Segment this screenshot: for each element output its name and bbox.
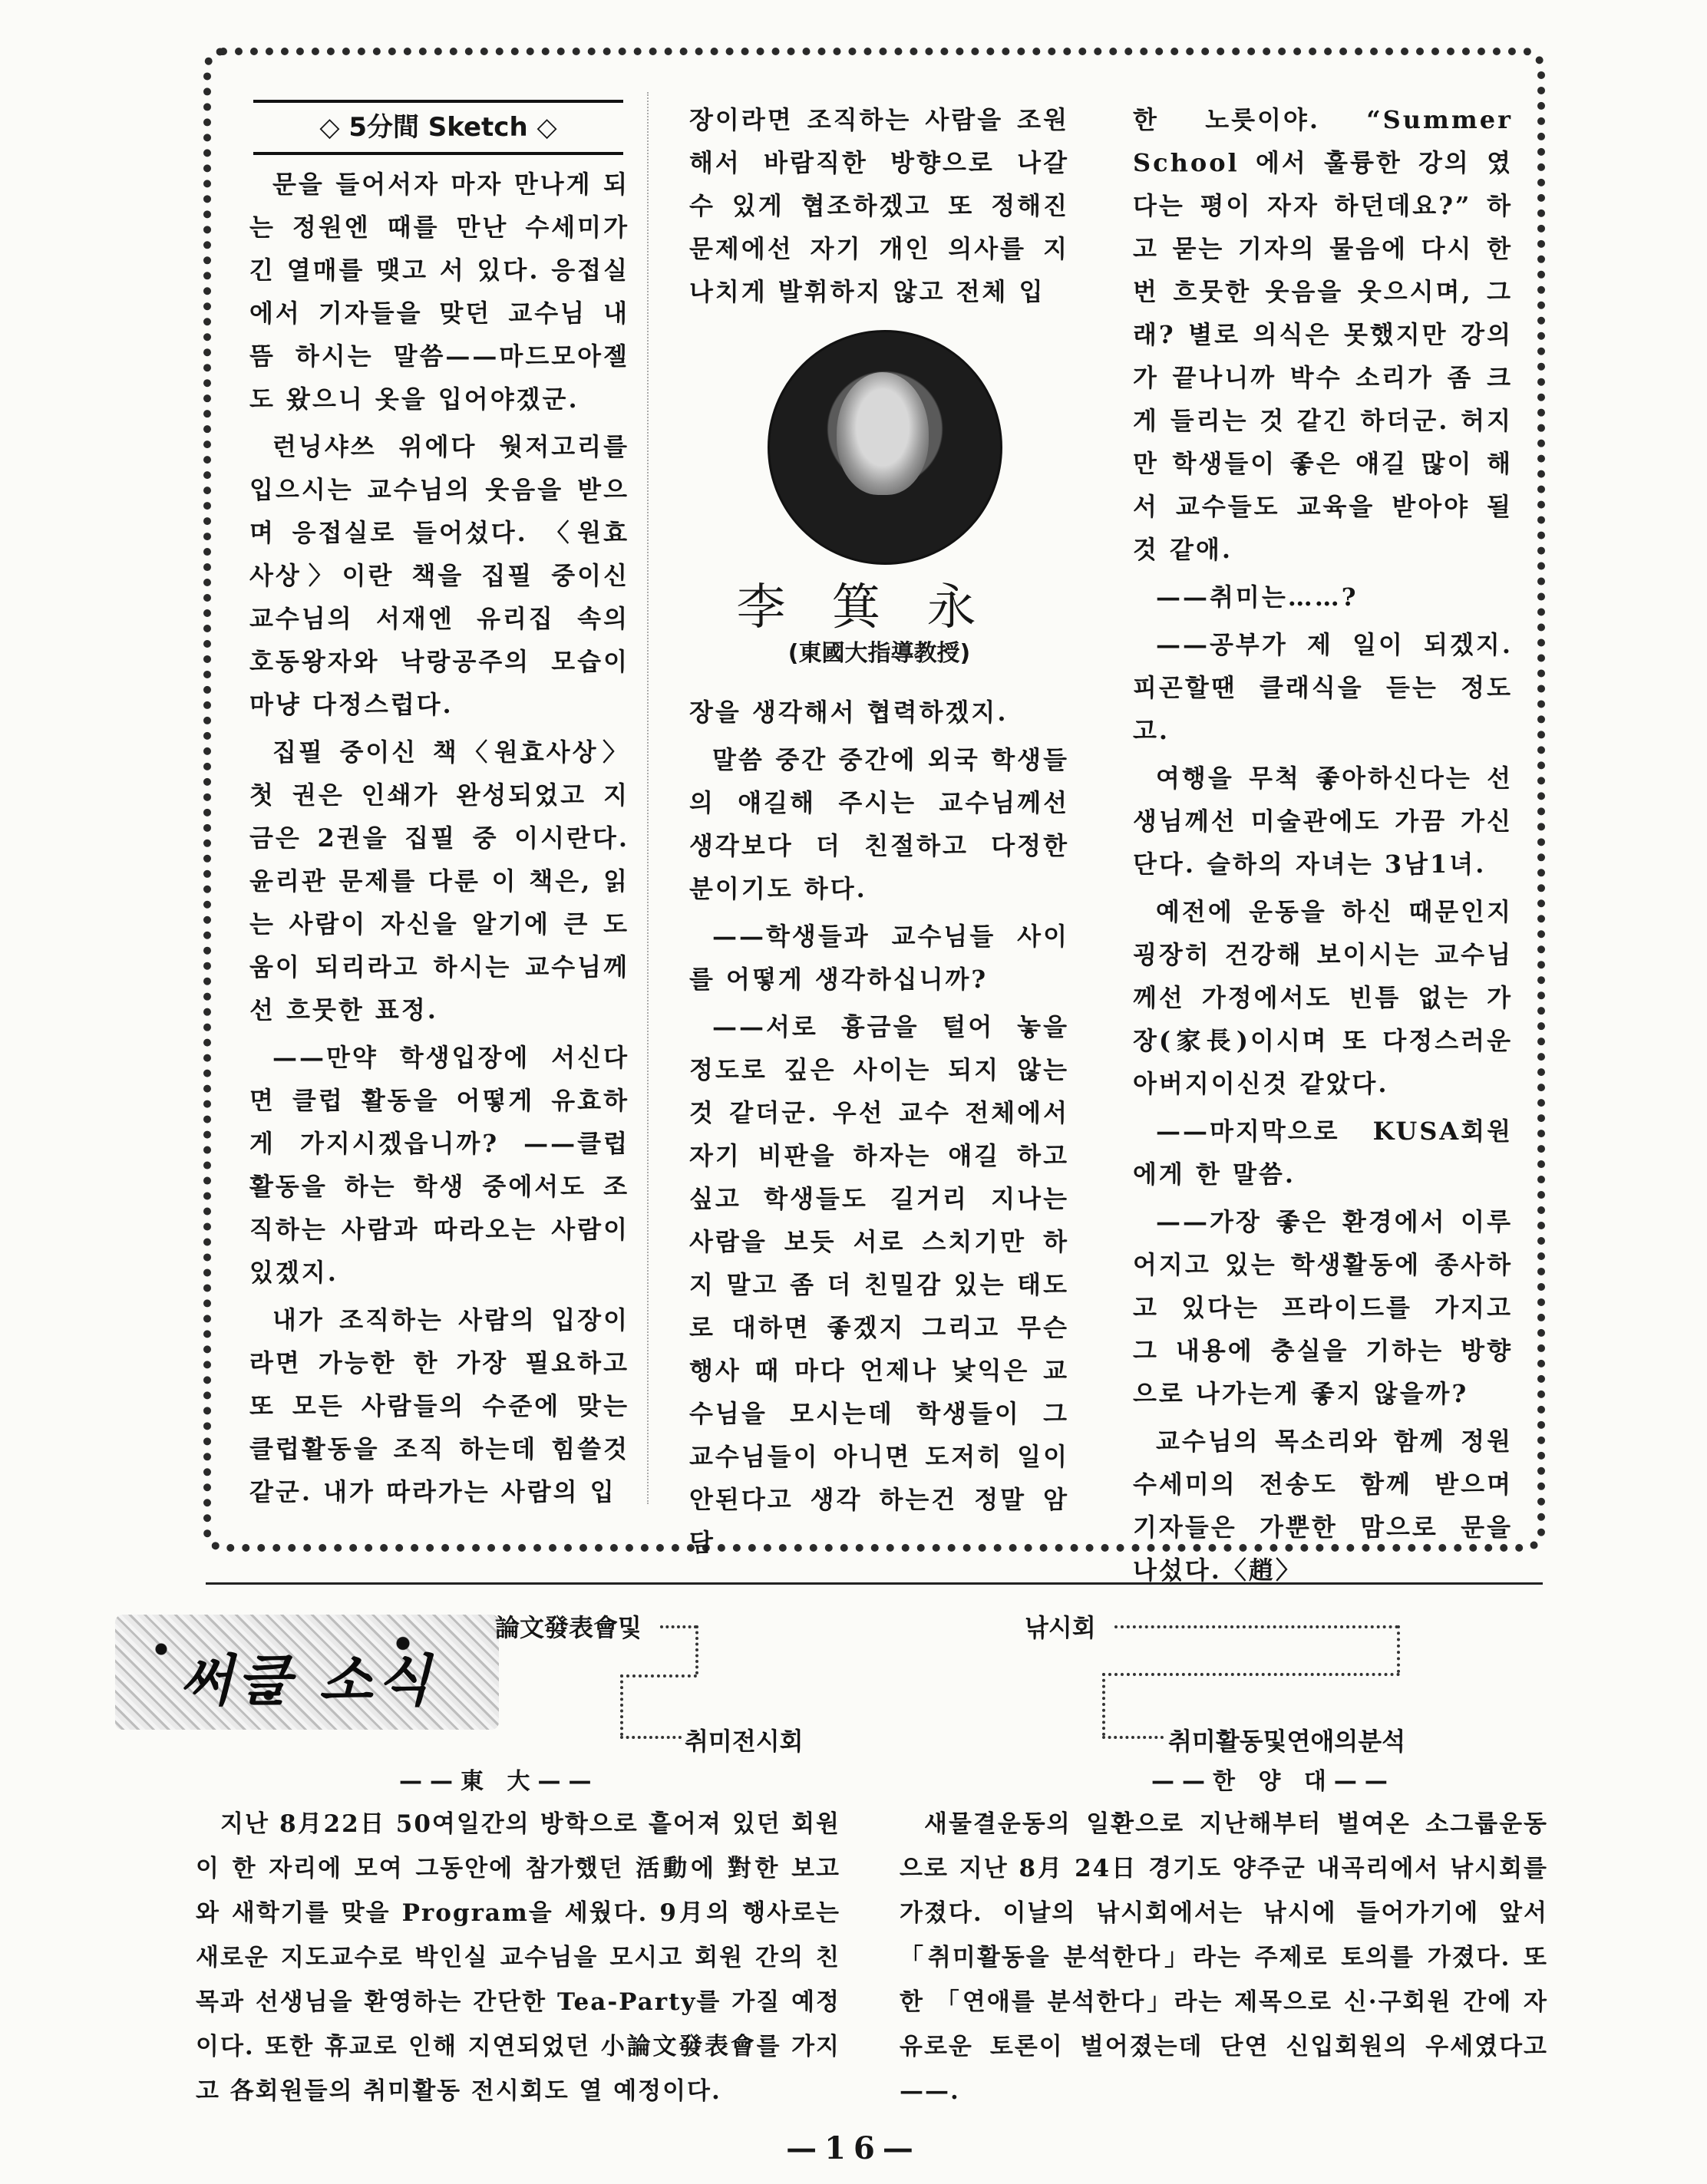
paragraph: 집필 중이신 책〈원효사상〉 첫 권은 인쇄가 완성되었고 지금은 2권을 집필 중 이시란다. 윤리관 문제를 다룬 이 책은, 읽는 사람이 자신을 알기에 큰 도움이 되리라고 하시는 교수님께선 흐뭇한 표정. <box>249 737 629 1024</box>
news-right-heading-1: 낚시회 <box>1025 1613 1096 1642</box>
leader-line <box>620 1736 682 1739</box>
interview-column-1 <box>249 163 629 1518</box>
paragraph: 예전에 운동을 하신 때문인지 굉장히 건강해 보이시는 교수님께선 가정에서도 빈틈 없는 가장(家長)이시며 또 다정스러운 아버지이신것 같았다. <box>1133 897 1513 1098</box>
interview-column-2-bottom <box>689 691 1069 1569</box>
paragraph: 장이라면 조직하는 사람을 조원해서 바람직한 방향으로 나갈 수 있게 협조하겠고 또 정해진 문제에선 자기 개인 의사를 지나치게 발휘하지 않고 전체 입 <box>689 105 1069 306</box>
leader-line <box>1102 1673 1105 1736</box>
paragraph: 문을 들어서자 마자 만나게 되는 정원엔 때를 만난 수세미가 긴 열매를 맺고 서 있다. 응접실에서 기자들을 맞던 교수님 내뜸 하시는 말씀——마드모아젤도 왔으니 옷을 입어야겠군. <box>249 170 629 414</box>
leader-line <box>660 1625 697 1628</box>
paragraph: ——서로 흉금을 털어 놓을 정도로 깊은 사이는 되지 않는 것 같더군. 우선 교수 전체에서 자기 비판을 하자는 얘길 하고 싶고 학생들도 길거리 지나는 사람을 보듯 서로 스치기만 하지 말고 좀 더 친밀감 있는 태도로 대하면 좋겠지 그리고 무슨 행사 때 마다 언제나 낯익은 교수님을 모시는데 학생들이 그 교수님들이 아니면 도저히 일이 안된다고 생각 하는건 정말 암담 <box>689 1012 1069 1557</box>
news-right-body <box>900 1802 1548 2113</box>
news-right-source: ——한 양 대—— <box>1151 1768 1395 1795</box>
leader-line <box>620 1674 697 1678</box>
leader-line <box>1102 1736 1164 1739</box>
leader-line <box>1397 1625 1400 1673</box>
paragraph: 교수님의 목소리와 함께 정원 수세미의 전송도 함께 받으며 기자들은 가뿐한 맘으로 문을 나섰다.〈趙〉 <box>1133 1427 1513 1585</box>
paragraph: 한 노릇이야. “Summer School 에서 훌륭한 강의 였다는 평이 자자 하던데요?” 하고 묻는 기자의 물음에 다시 한번 흐뭇한 웃음을 웃으시며, 그래? 별로 의식은 못했지만 강의가 끝나니까 박수 소리가 좀 크게 들리는 것 같긴 하더군. 허지만 학생들이 좋은 얘길 많이 해서 교수들도 교육을 받아야 될것 같애. <box>1133 105 1513 564</box>
interview-column-2-top <box>689 98 1069 318</box>
paragraph: 말씀 중간 중간에 외국 학생들의 얘길해 주시는 교수님께선 생각보다 더 친절하고 다정한 분이기도 하다. <box>689 745 1069 903</box>
portrait-face <box>837 372 929 495</box>
page-number: —16— <box>786 2130 921 2166</box>
paragraph: 런닝샤쓰 위에다 웟저고리를 입으시는 교수님의 웃음을 받으며 응접실로 들어섰다. 〈원효사상〉이란 책을 집필 중이신 교수님의 서재엔 유리집 속의 호동왕자와 낙랑공주의 모습이 마냥 다정스럽다. <box>249 432 629 719</box>
paragraph: 내가 조직하는 사람의 입장이라면 가능한 한 가장 필요하고 또 모든 사람들의 수준에 맞는 클럽활동을 조직 하는데 힘쓸것 같군. 내가 따라가는 사람의 입 <box>249 1305 629 1506</box>
paragraph: 장을 생각해서 협력하겠지. <box>689 698 1009 727</box>
news-left-source: ——東 大—— <box>399 1768 599 1795</box>
paragraph: ——취미는……? <box>1156 582 1359 612</box>
logo-text: 써클 소식 <box>179 1648 435 1713</box>
paragraph: 여행을 무척 좋아하신다는 선생님께선 미술관에도 가끔 가신단다. 슬하의 자녀는 3남1녀. <box>1133 764 1513 879</box>
news-left-body <box>196 1802 840 2113</box>
news-left-heading-2: 취미전시회 <box>685 1727 804 1756</box>
paragraph: ——가장 좋은 환경에서 이루어지고 있는 학생활동에 종사하고 있다는 프라이드를 가지고 그 내용에 충실을 기하는 방향으로 나가는게 좋지 않을까? <box>1133 1207 1513 1408</box>
section-divider <box>206 1582 1543 1585</box>
professor-name: 李箕永 <box>736 579 1022 636</box>
leader-line <box>695 1625 698 1674</box>
paragraph: ——만약 학생입장에 서신다면 클럽 활동을 어떻게 유효하게 가지시겠읍니까? ——클럽 활동을 하는 학생 중에서도 조직하는 사람과 따라오는 사람이 있겠지. <box>249 1043 629 1287</box>
leader-line <box>1102 1673 1400 1676</box>
leader-line <box>1114 1625 1398 1628</box>
sketch-section-label: ◇ 5分間 Sketch ◇ <box>253 100 623 155</box>
paragraph: 새물결운동의 일환으로 지난해부터 벌여온 소그룹운동으로 지난 8月 24日 경기도 양주군 내곡리에서 낚시회를 가졌다. 이날의 낚시회에서는 낚시에 들어가기에 앞서 「취미활동을 분석한다」라는 주제로 토의를 가졌다. 또한 「연애를 분석한다」라는 제목으로 신·구회원 간에 자유로운 토론이 벌어졌는데 단연 신입회원의 우세였다고——. <box>900 1810 1548 2105</box>
paragraph: 지난 8月22日 50여일간의 방학으로 흩어져 있던 회원이 한 자리에 모여 그동안에 참가했던 活動에 對한 보고와 새학기를 맞을 Program을 세웠다. 9月의 행사로는 새로운 지도교수로 박인실 교수님을 모시고 회원 간의 친목과 선생님을 환영하는 간단한 Tea-Party를 가질 예정이다. 또한 휴교로 인해 지연되었던 小論文發表會를 가지고 各회원들의 취미활동 전시회도 열 예정이다. <box>196 1810 840 2105</box>
professor-affiliation: (東國大指導教授) <box>787 640 971 667</box>
leader-line <box>620 1674 623 1736</box>
interview-column-3 <box>1133 98 1513 1596</box>
news-right-heading-2: 취미활동및연애의분석 <box>1168 1727 1406 1756</box>
news-left-heading-1: 論文發表會및 <box>495 1613 642 1642</box>
circle-news-logo <box>115 1615 499 1730</box>
column-divider <box>647 92 649 1504</box>
paragraph: ——학생들과 교수님들 사이를 어떻게 생각하십니까? <box>689 922 1069 994</box>
paragraph: ——마지막으로 KUSA회원에게 한 말씀. <box>1133 1117 1513 1189</box>
paragraph: ——공부가 제 일이 되겠지. 피곤할땐 클래식을 듣는 정도고. <box>1133 630 1513 745</box>
